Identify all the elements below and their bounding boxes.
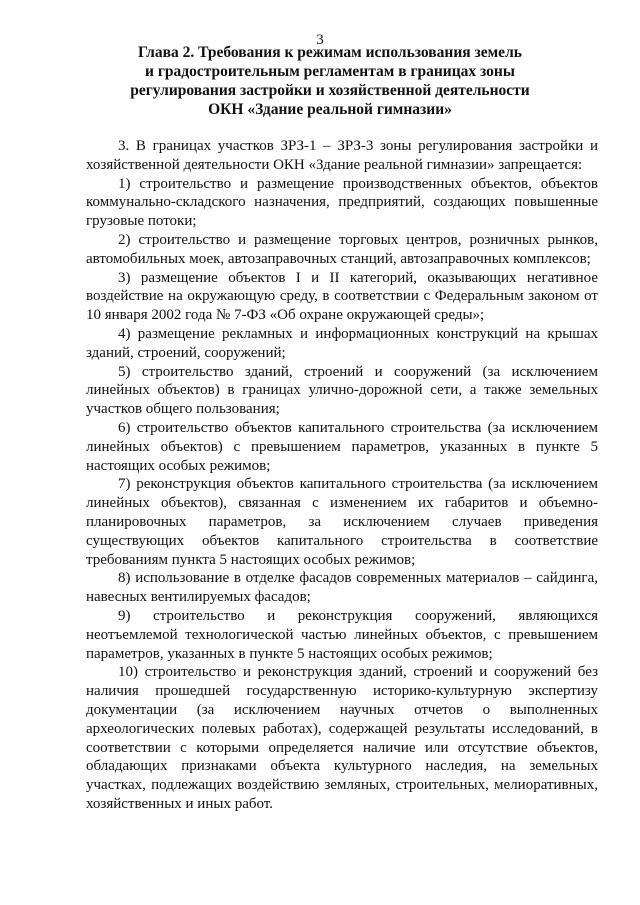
list-item: 2) строительство и размещение торговых центров, розничных рынков, автомобильных моек, автозаправочных станций, автозаправочных комплексов; <box>86 231 598 267</box>
heading-line: регулирования застройки и хозяйственной деятельности <box>130 82 530 99</box>
heading-line: Глава 2. Требования к режимам использования земель <box>138 44 522 61</box>
list-item: 4) размещение рекламных и информационных конструкций на крышах зданий, строений, сооружений; <box>86 325 598 361</box>
list-item: 7) реконструкция объектов капитального строительства (за исключением линейных объектов), связанная с изменением их габаритов и объемно-планировочных параметров, за исключением случаев приведения существующих объектов капитального строительства в соответствие требованиям пункта 5 настоящих особых режимов; <box>86 476 598 568</box>
page-number: 3 <box>316 32 324 48</box>
heading-line: и градостроительным регламентам в границах зоны <box>145 63 515 80</box>
list-item: 5) строительство зданий, строений и сооружений (за исключением линейных объектов) в границах улично-дорожной сети, а также земельных участков общего пользования; <box>86 363 598 418</box>
list-item: 8) использование в отделке фасадов современных материалов – сайдинга, навесных вентилируемых фасадов; <box>86 570 598 606</box>
list-item: 1) строительство и размещение производственных объектов, объектов коммунально-складского назначения, предприятий, создающих повышенные грузовые потоки; <box>86 175 598 230</box>
list-item: 10) строительство и реконструкция зданий, строений и сооружений без наличия прошедшей государственную историко-культурную экспертизу документации (за исключением научных отчетов о выполненных археологических полевых работах), содержащей результаты исследований, в соответствии с которыми определяется наличие или отсутствие объектов, обладающих признаками объекта культурного наследия, на земельных участках, подлежащих воздействию земляных, строительных, мелиоративных, хозяйственных и иных работ. <box>86 664 598 812</box>
list-item: 9) строительство и реконструкция сооружений, являющихся неотъемлемой технологической частью линейных объектов, с превышением параметров, указанных в пункте 5 настоящих особых режимов; <box>86 607 598 662</box>
chapter-heading <box>60 43 600 119</box>
document-body <box>86 137 598 814</box>
intro-paragraph: 3. В границах участков ЗРЗ-1 – ЗРЗ-3 зоны регулирования застройки и хозяйственной деятельности ОКН «Здание реальной гимназии» запрещается: <box>86 138 598 173</box>
heading-line: ОКН «Здание реальной гимназии» <box>208 101 452 118</box>
list-item: 6) строительство объектов капитального строительства (за исключением линейных объектов) с превышением параметров, указанных в пункте 5 настоящих особых режимов; <box>86 419 598 474</box>
list-item: 3) размещение объектов I и II категорий, оказывающих негативное воздействие на окружающую среду, в соответствии с Федеральным законом от 10 января 2002 года № 7-ФЗ «Об охране окружающей среды»; <box>86 269 598 324</box>
